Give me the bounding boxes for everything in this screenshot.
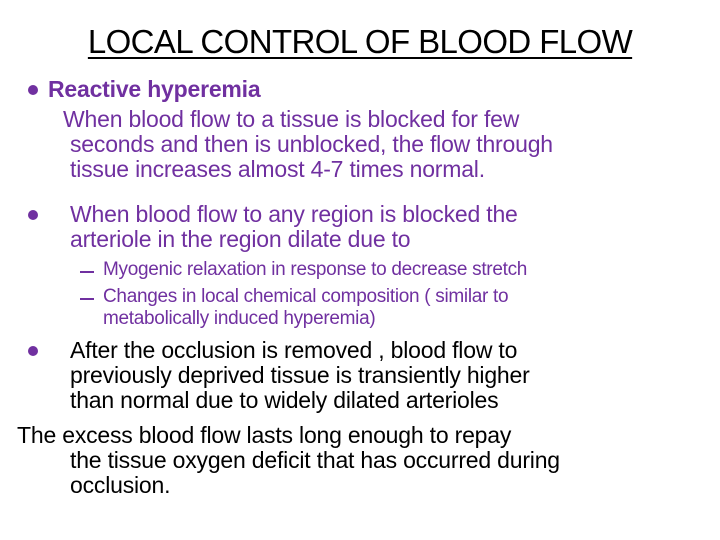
bullet-occlusion [28,346,38,356]
dash-chemical [80,298,94,300]
slide-title: LOCAL CONTROL OF BLOOD FLOW [87,23,633,60]
excess-line-3: occlusion. [70,472,171,498]
excess-line-1: The excess blood flow lasts long enough to repay [17,422,512,448]
bullet-blocked [28,210,38,220]
occlusion-line-2: previously deprived tissue is transiently higher [70,362,530,388]
excess-line-2: the tissue oxygen deficit that has occurred during [70,447,560,473]
reactive-line-2: seconds and then is unblocked, the flow through [70,131,553,157]
bullet-reactive [28,85,38,95]
blocked-line-2: arteriole in the region dilate due to [70,226,411,252]
reactive-line-3: tissue increases almost 4-7 times normal. [70,156,485,182]
sub-item-myogenic: Myogenic relaxation in response to decrease stretch [103,259,528,280]
sub-item-chemical-line-2: metabolically induced hyperemia) [103,308,376,329]
sub-item-chemical-line-1: Changes in local chemical composition ( similar to [103,286,509,307]
reactive-heading: Reactive hyperemia [48,76,261,102]
blocked-line-1: When blood flow to any region is blocked the [70,201,518,227]
occlusion-line-3: than normal due to widely dilated arterioles [70,387,499,413]
reactive-line-1: When blood flow to a tissue is blocked for few [63,106,520,132]
occlusion-line-1: After the occlusion is removed , blood flow to [70,337,518,363]
dash-myogenic [80,271,94,273]
